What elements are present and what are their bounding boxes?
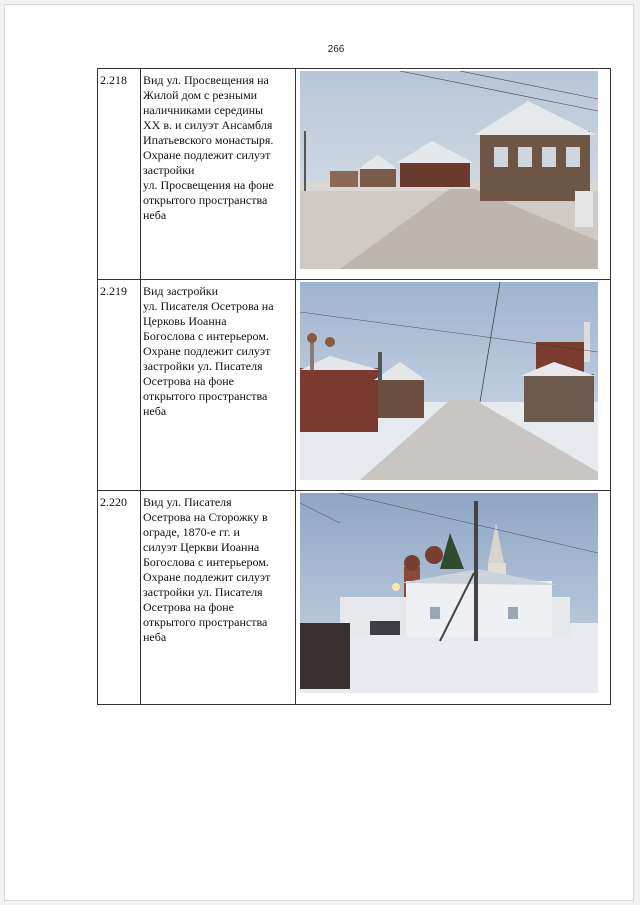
- table-row: [98, 280, 611, 491]
- row-number: 2.219: [98, 280, 141, 491]
- row-description: Вид ул. Просвещения на Жилой дом с резными наличниками середины XX в. и силуэт Ансамбля Ипатьевского монастыря. Охране подлежит силуэт застройки ул. Просвещения на фоне открытого пространства неба: [141, 69, 296, 280]
- photo-cell: [296, 280, 611, 491]
- photo-cell: [296, 491, 611, 705]
- row-number: 2.220: [98, 491, 141, 705]
- table-row: [98, 491, 611, 705]
- row-description: Вид застройки ул. Писателя Осетрова на Церковь Иоанна Богослова с интерьером. Охране подлежит силуэт застройки ул. Писателя Осетрова на фоне открытого пространства неба: [141, 280, 296, 491]
- heritage-table: [97, 68, 611, 705]
- street-photo-2-220: [300, 493, 598, 693]
- row-description: Вид ул. Писателя Осетрова на Сторожку в ограде, 1870-е гг. и силуэт Церкви Иоанна Богослова с интерьером. Охране подлежит силуэт застройки ул. Писателя Осетрова на фоне открытого пространства неба: [141, 491, 296, 705]
- street-photo-2-219: [300, 282, 598, 480]
- row-number: 2.218: [98, 69, 141, 280]
- photo-cell: [296, 69, 611, 280]
- page-number: 266: [327, 44, 345, 55]
- street-photo-2-218: [300, 71, 598, 269]
- table-row: [98, 69, 611, 280]
